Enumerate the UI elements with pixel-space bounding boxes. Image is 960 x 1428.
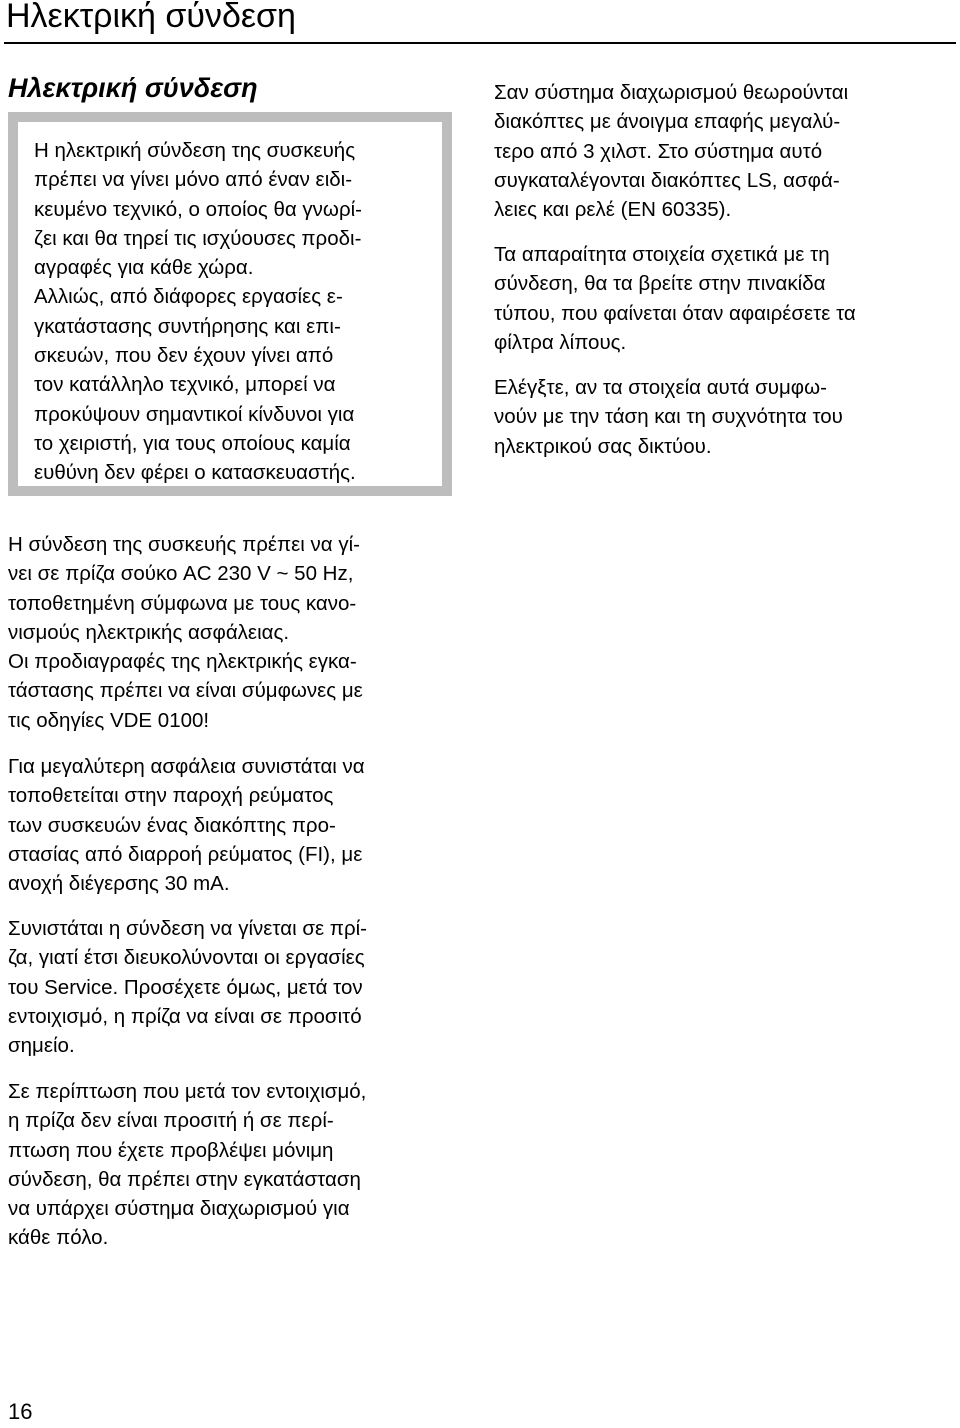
text-line: τάστασης πρέπει να είναι σύμφωνες με [8,679,363,703]
paragraph-rating-plate [494,240,956,357]
warning-text [34,136,454,488]
text-line: διακόπτες με άνοιγμα επαφής μεγαλύ- [494,110,841,134]
text-line: εντοιχισμό, η πρίζα να είναι σε προσιτό [8,1004,362,1028]
text-line: φίλτρα λίπους. [494,330,627,354]
text-line: στασίας από διαρροή ρεύματος (FI), με [8,842,363,866]
text-line: σημείο. [8,1034,75,1058]
text-line: γκατάστασης συντήρησης και επι- [34,314,341,338]
text-line: ζα, γιατί έτσι διευκολύνονται οι εργασίες [8,946,365,970]
paragraph-isolation-system [494,78,956,224]
text-line: η πρίζα δεν είναι προσιτή ή σε περί- [8,1109,334,1133]
text-line: πρέπει να γίνει μόνο από έναν ειδι- [34,168,353,192]
text-line: τύπου, που φαίνεται όταν αφαιρέσετε τα [494,301,856,325]
text-line: σύνδεση, θα πρέπει στην εγκατάσταση [8,1167,361,1191]
paragraph-permanent-connection [8,1077,478,1253]
text-line: Για μεγαλύτερη ασφάλεια συνιστάται να [8,755,365,778]
text-line: ευθύνη δεν φέρει ο κατασκευαστής. [34,461,356,485]
header-rule [4,42,956,44]
text-line: προκύψουν σημαντικοί κίνδυνοι για [34,402,355,426]
warning-box [8,112,452,496]
text-line: τερο από 3 χιλστ. Στο σύστημα αυτό [494,139,823,163]
text-line: αγραφές για κάθε χώρα. [34,256,254,280]
page-header-title: Ηλεκτρική σύνδεση [6,0,296,35]
text-line: τον κατάλληλο τεχνικό, μπορεί να [34,373,336,397]
paragraph-service-access [8,914,478,1060]
text-line: Οι προδιαγραφές της ηλεκτρικής εγκα- [8,650,357,674]
text-line: πτωση που έχετε προβλέψει μόνιμη [8,1138,334,1162]
text-line: νούν με την τάση και τη συχνότητα του [494,405,843,429]
paragraph-check-voltage [494,373,956,461]
text-line: του Service. Προσέχετε όμως, μετά τον [8,975,363,999]
text-line: Η ηλεκτρική σύνδεση της συσκευής [34,139,356,162]
text-line: Τα απαραίτητα στοιχεία σχετικά με τη [494,243,830,266]
text-line: λειες και ρελέ (EN 60335). [494,198,732,222]
text-line: τοποθετείται στην παροχή ρεύματος [8,784,334,808]
text-line: Συνιστάται η σύνδεση να γίνεται σε πρί- [8,917,367,940]
text-line: τις οδηγίες VDE 0100! [8,708,210,732]
text-line: σύνδεση, θα τα βρείτε στην πινακίδα [494,272,826,296]
text-line: νισμούς ηλεκτρικής ασφάλειας. [8,620,290,644]
page-number: 16 [8,1399,33,1424]
text-line: των συσκευών ένας διακόπτης προ- [8,813,336,837]
text-line: το χειριστή, για τους οποίους καμία [34,431,351,455]
text-line: να υπάρχει σύστημα διαχωρισμού για [8,1197,350,1221]
text-line: ηλεκτρικού σας δικτύου. [494,434,712,458]
text-line: κευμένο τεχνικό, ο οποίος θα γνωρί- [34,197,362,221]
text-line: Η σύνδεση της συσκευής πρέπει να γί- [8,533,360,556]
text-line: σκευών, που δεν έχουν γίνει από [34,344,334,368]
text-line: Σε περίπτωση που μετά τον εντοιχισμό, [8,1080,367,1103]
text-line: Σαν σύστημα διαχωρισμού θεωρούνται [494,81,849,104]
paragraph-socket-connection [8,530,478,735]
text-line: ζει και θα τηρεί τις ισχύουσες προδι- [34,226,362,250]
text-line: συγκαταλέγονται διακόπτες LS, ασφά- [494,168,840,192]
section-title: Ηλεκτρική σύνδεση [8,73,258,103]
text-line: τοποθετημένη σύμφωνα με τους κανο- [8,591,357,615]
text-line: κάθε πόλο. [8,1226,109,1250]
text-line: Αλλιώς, από διάφορες εργασίες ε- [34,285,343,309]
text-line: Ελέγξτε, αν τα στοιχεία αυτά συμφω- [494,376,827,399]
text-line: νει σε πρίζα σούκο AC 230 V ~ 50 Hz, [8,562,354,586]
paragraph-fi-switch [8,752,478,898]
text-line: ανοχή διέγερσης 30 mA. [8,872,230,896]
